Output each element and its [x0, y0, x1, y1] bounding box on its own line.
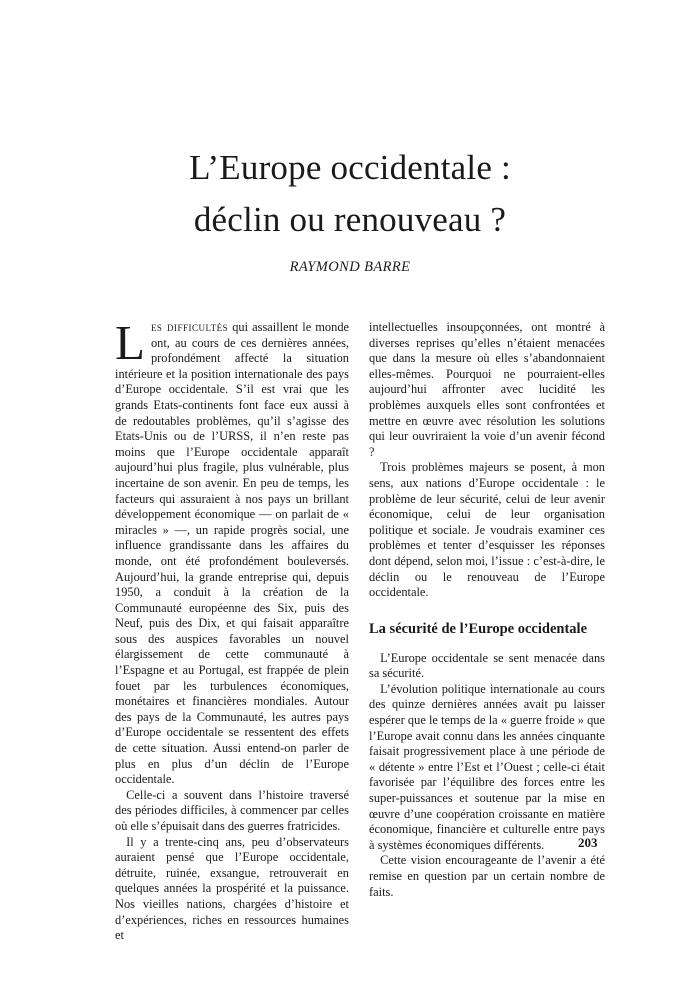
opening-paragraph	[115, 315, 350, 788]
section-heading: La sécurité de l’Europe occidentale	[369, 620, 588, 637]
page-number: 203	[578, 835, 598, 850]
title-line-1: L’Europe occidentale :	[189, 148, 511, 187]
paragraph: intellectuelles insoupçonnées, ont montré à diverses reprises qu’elles n’étaient menacées que dans la mesure où elles s’abandonnaient elles-mêmes. Pourquoi ne pourraient-elles aujourd’hui affronter avec lucidité les problèmes auxquels elles sont confrontées et mettre en œuvre avec résolution les solutions qui leur ouvriraient la voie d’un avenir fécond ?	[369, 320, 605, 459]
paragraph: Il y a trente-cinq ans, peu d’observateurs auraient pensé que l’Europe occidentale, détruite, ruinée, exsangue, retrouverait en quelques années la prospérité et la puissance. Nos vieilles nations, chargées d’histoire et d’expériences, riches en ressources humaines et	[115, 834, 349, 943]
left-column	[115, 315, 350, 944]
drop-cap: L	[115, 315, 145, 370]
opening-text: qui assaillent le monde ont, au cours de ces dernières années, profondément affecté la situation intérieure et la position internationale des pays d’Europe occidentale. S’il est vrai que les grands Etats-continents font face eux aussi à de redoutables problèmes, qu’il s’agisse des Etats-Unis ou de l’URSS, il n’en reste pas moins que l’Europe occidentale apparaît aujourd’hui plus fragile, plus vulnérable, plus incertaine de son avenir. En peu de temps, les facteurs qui assuraient à nos pays un brillant développement économique — on parlait de « miracles » —, un rapide progrès social, une influence grandissante dans les affaires du monde, ont été profondément bouleversés. Aujourd’hui, la grande entreprise qui, depuis 1950, a conduit à la création de la Communauté européenne des Six, puis des Neuf, puis des Dix, et qui faisait apparaître sous des auspices favorables un nouvel élargissement de cette communauté à l’Espagne et au Portugal, est frappée de plein fouet par les turbulences économiques, monétaires et financières mondiales. Autour des pays de la Communauté, les autres pays d’Europe occidentale se ressentent des effets de cette situation. Aussi entend-on parler de plus en plus d’un déclin de l’Europe occidentale.	[115, 320, 350, 787]
author-name: RAYMOND BARRE	[289, 259, 411, 275]
right-column	[369, 320, 605, 900]
paragraph: Celle-ci a souvent dans l’histoire traversé des périodes difficiles, à commencer par celles où elle s’épuisait dans des guerres fratricides.	[115, 787, 349, 833]
title-line-2: déclin ou renouveau ?	[193, 200, 507, 239]
paragraph: Trois problèmes majeurs se posent, à mon sens, aux nations d’Europe occidentale : le problème de leur sécurité, celui de leur avenir économique, celui de leur organisation politique et sociale. Je voudrais examiner ces problèmes et tenter d’esquisser les réponses dont dépend, selon moi, l’issue : c’est-à-dire, le déclin ou le renouveau de l’Europe occidentale.	[369, 460, 605, 600]
paragraph: Cette vision encourageante de l’avenir a été remise en question par un certain nombre de faits.	[369, 853, 605, 899]
paragraph: L’Europe occidentale se sent menacée dans sa sécurité.	[369, 650, 605, 681]
opening-smallcaps: es difficultés	[150, 320, 229, 334]
paragraph: L’évolution politique internationale au cours des quinze dernières années avait pu laisser espérer que le temps de la « guerre froide » que l’Europe avait connu dans les années cinquante faisait progressivement place à une période de « détente » entre l’Est et l’Ouest ; celle-ci était favorisée par l’équilibre des forces entre les super-puissances et soutenue par la mise en œuvre d’une coopération croissante en matière économique, financière et culturelle entre pays à systèmes économiques différents.	[369, 681, 605, 852]
article-title	[0, 142, 700, 246]
